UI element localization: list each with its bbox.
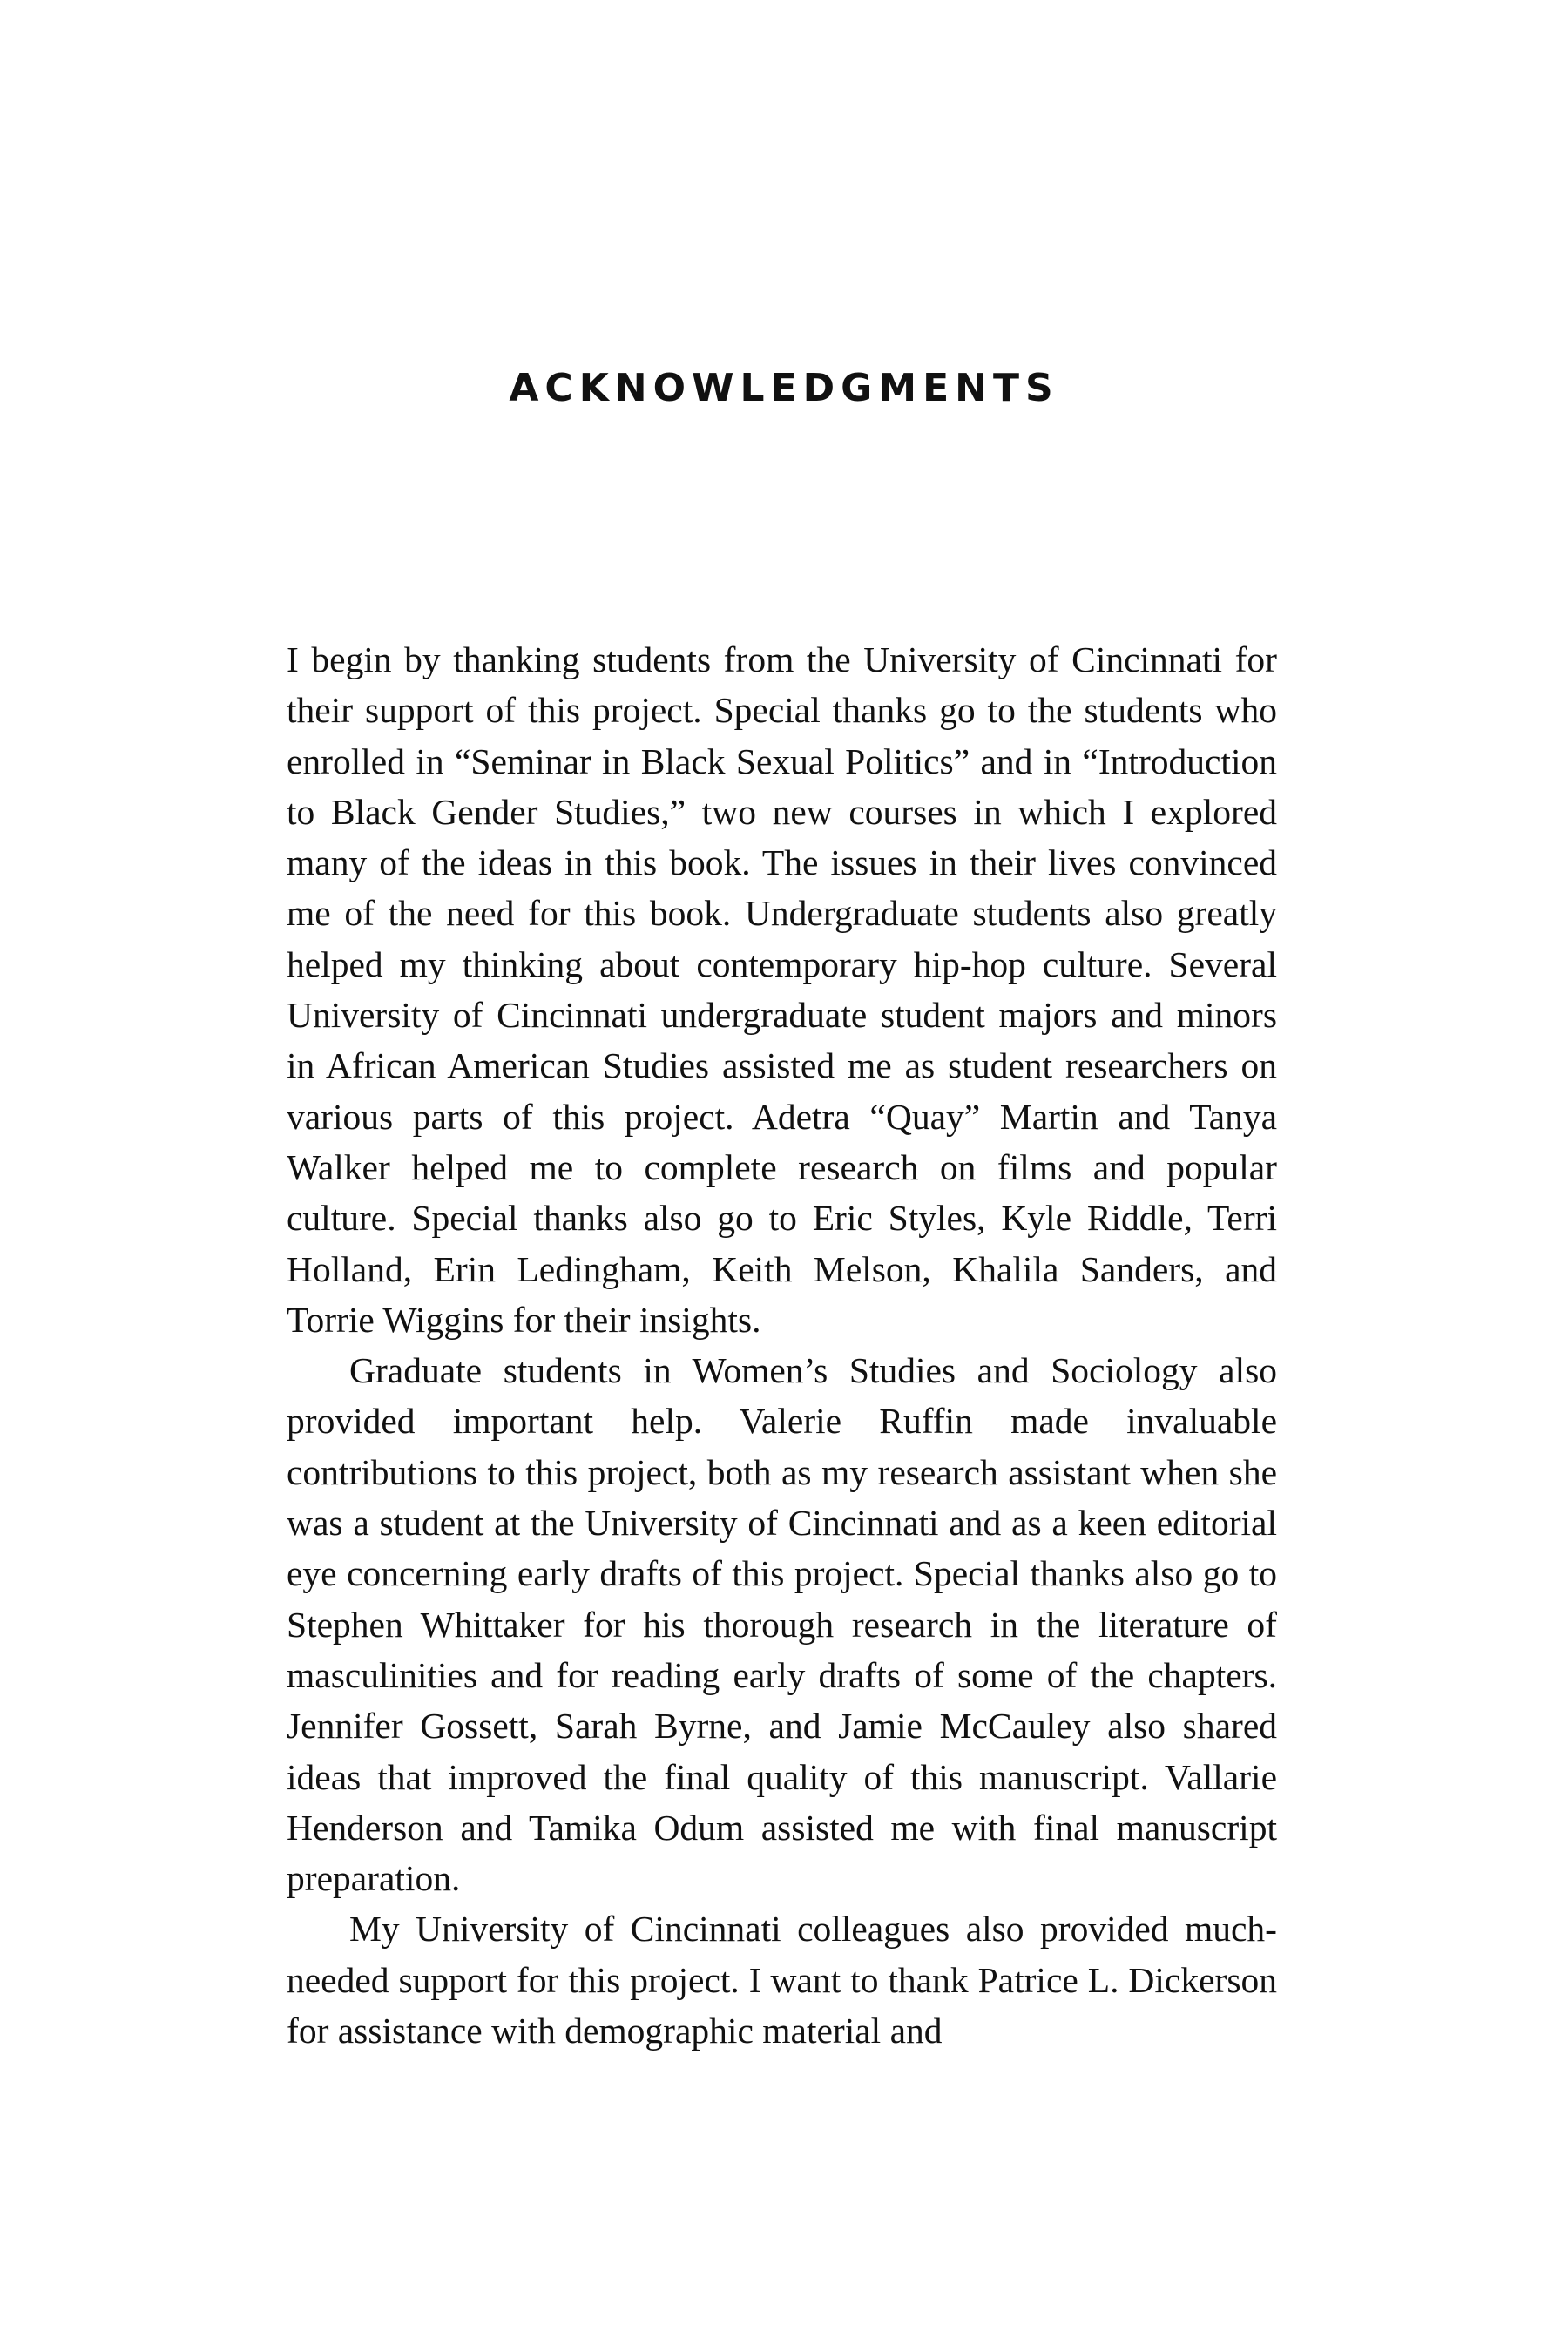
paragraph-students: I begin by thanking students from the University of Cincinnati for their support of this project. Special thanks go to the students who enrolled in “Seminar in Black Sexual Politics” and in “Introduction to Black Gender Studies,” two new courses in which I explored many of the ideas in this book. The issues in their lives convinced me of the need for this book. Undergraduate students also greatly helped my thinking about contemporary hip-hop culture. Several University of Cincinnati undergraduate student majors and minors in African American Studies assisted me as student researchers on various parts of this project. Adetra “Quay” Martin and Tanya Walker helped me to complete research on films and popular culture. Special thanks also go to Eric Styles, Kyle Riddle, Terri Holland, Erin Ledingham, Keith Melson, Khalila Sanders, and Torrie Wiggins for their insights. (287, 639, 1277, 1340)
paragraph-graduate-students: Graduate students in Women’s Studies and Sociology also provided important help. Valerie Ruffin made invaluable contributions to this project, both as my research assistant when she was a student at the University of Cincinnati and as a keen editorial eye concerning early drafts of this project. Special thanks also go to Stephen Whittaker for his thorough research in the literature of masculinities and for reading early drafts of some of the chapters. Jennifer Gossett, Sarah Byrne, and Jamie McCauley also shared ideas that improved the final quality of this manuscript. Vallarie Henderson and Tamika Odum assisted me with final manuscript preparation. (287, 1350, 1277, 1899)
body-text (287, 634, 1277, 2056)
paragraph-colleagues: My University of Cincinnati colleagues also provided much-needed support for this project. I want to thank Patrice L. Dickerson for assistance with demographic material and (287, 1909, 1277, 2051)
page-heading: ACKNOWLEDGMENTS (509, 366, 1059, 410)
